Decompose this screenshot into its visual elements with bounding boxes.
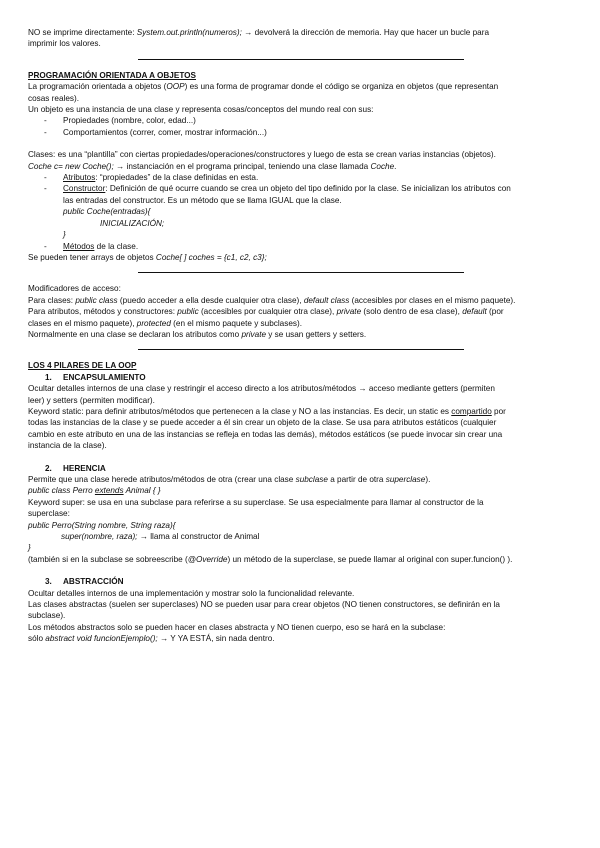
herencia-code: public Perro(String nombre, String raza){ [28,520,176,530]
herencia-code: } [28,543,31,553]
herencia-line: (también si en la subclase se sobreescribe (@Override) un método de la superclase, se puede llamar al original con super.funcion() ). [28,554,513,564]
arrays-line: Se pueden tener arrays de objetos Coche[ ] coches = {c1, c2, c3}; [28,252,267,262]
oop-paragraph-1-cont: cosas reales). [28,93,79,103]
subheading-abstraccion: 3. ABSTRACCIÓN [45,577,124,587]
abstraccion-line: subclase). [28,611,66,621]
clases-line-1: Clases: es una “plantilla” con ciertas propiedades/operaciones/constructores y luego de esta se crean varias instancias (objetos). [28,150,496,160]
list-item-constructor: - Constructor: Definición de qué ocurre cuando se crea un objeto del tipo definido por la clase. Se inicializan los atributos con [44,184,511,194]
modificadores-line-3: clases en el mismo paquete), protected (en el mismo paquete y subclases). [28,318,302,328]
intro-line-1: NO se imprime directamente: System.out.println(numeros); → devolverá la dirección de memoria. Hay que hacer un bucle para [28,28,489,37]
list-item-metodos: - Métodos de la clase. [44,241,139,251]
list-item: - Propiedades (nombre, color, edad...) [44,116,196,126]
heading-pilares: LOS 4 PILARES DE LA OOP [28,361,137,371]
encap-line: leer) y setters (permiten modificar). [28,395,155,405]
encap-line: cambio en este atributo en una de las instancias se refleja en todas las demás), métodos estáticos (se puede invocar sin crear una [28,429,503,439]
encap-line: Ocultar detalles internos de una clase y restringir el acceso directo a los atributos/métodos → acceso mediante getters (permiten [28,384,495,394]
herencia-line: Permite que una clase herede atributos/métodos de otra (crear una clase subclase a partir de otra superclase). [28,475,431,484]
subheading-encapsulamiento: 1. ENCAPSULAMIENTO [45,372,146,382]
modificadores-line-4: Normalmente en una clase se declaran los atributos como private y se usan getters y setters. [28,329,367,339]
encap-static-line: Keyword static: para definir atributos/métodos que pertenecen a la clase y NO a las instancias. Es decir, un static es compartido por [28,406,506,416]
section-divider [138,349,464,350]
intro-line-2: imprimir los valores. [28,39,101,49]
encap-line: instancia de la clase). [28,441,107,451]
herencia-line: Keyword super: se usa en una subclase para referirse a su superclase. Se usa especialmente para llamar al constructor de la [28,497,484,507]
herencia-line: superclase: [28,509,70,519]
herencia-code: super(nombre, raza); → llama al constructor de Animal [61,532,260,542]
list-item-atributos: - Atributos: “propiedades” de la clase definidas en esta. [44,173,259,183]
abstraccion-line: Ocultar detalles internos de una implementación y mostrar solo la funcionalidad relevante. [28,588,355,598]
abstraccion-line: Las clases abstractas (suelen ser superclases) NO se pueden usar para crear objetos (NO tienen constructores, se definirán en la [28,600,500,610]
herencia-code: public class Perro extends Animal { } [28,486,161,496]
modificadores-line-1: Para clases: public class (puedo acceder a ella desde cualquier otra clase), default class (accesibles por clases en el mismo paquete). [28,295,516,305]
section-divider [138,272,464,273]
document-page [28,27,573,645]
list-item: - Comportamientos (correr, comer, mostrar información...) [44,127,267,137]
abstraccion-code: sólo abstract void funcionEjemplo(); → Y YA ESTÁ, sin nada dentro. [28,634,275,644]
constructor-cont: las entradas del constructor. Es un método que se llama IGUAL que la clase. [63,195,342,205]
heading-oop: PROGRAMACIÓN ORIENTADA A OBJETOS [28,70,197,80]
subheading-herencia: 2. HERENCIA [45,463,106,473]
clases-line-2: Coche c= new Coche(); → instanciación en el programa principal, teniendo una clase llamada Coche. [28,161,397,171]
modificadores-line-2: Para atributos, métodos y constructores: public (accesibles por cualquier otra clase), private (solo dentro de esa clase), default (por [28,307,504,317]
oop-paragraph-2: Un objeto es una instancia de una clase y representa cosas/conceptos del mundo real con sus: [28,105,374,115]
abstraccion-line: Los métodos abstractos solo se pueden hacer en clases abstracta y NO tienen cuerpo, eso se hará en la subclase: [28,622,446,632]
oop-paragraph-1: La programación orientada a objetos (OOP) es una forma de programar donde el código se organiza en objetos (que representan [28,82,499,92]
code-line: } [63,230,66,240]
encap-line: todas las instancias de la clase y se puede acceder a él sin crear un objeto de la clase. Se usa para atributos estáticos (cualquier [28,418,497,428]
modificadores-title: Modificadores de acceso: [28,284,121,294]
code-line: INICIALIZACIÓN; [100,218,165,228]
section-divider [138,59,464,60]
code-line: public Coche(entradas){ [63,207,151,217]
